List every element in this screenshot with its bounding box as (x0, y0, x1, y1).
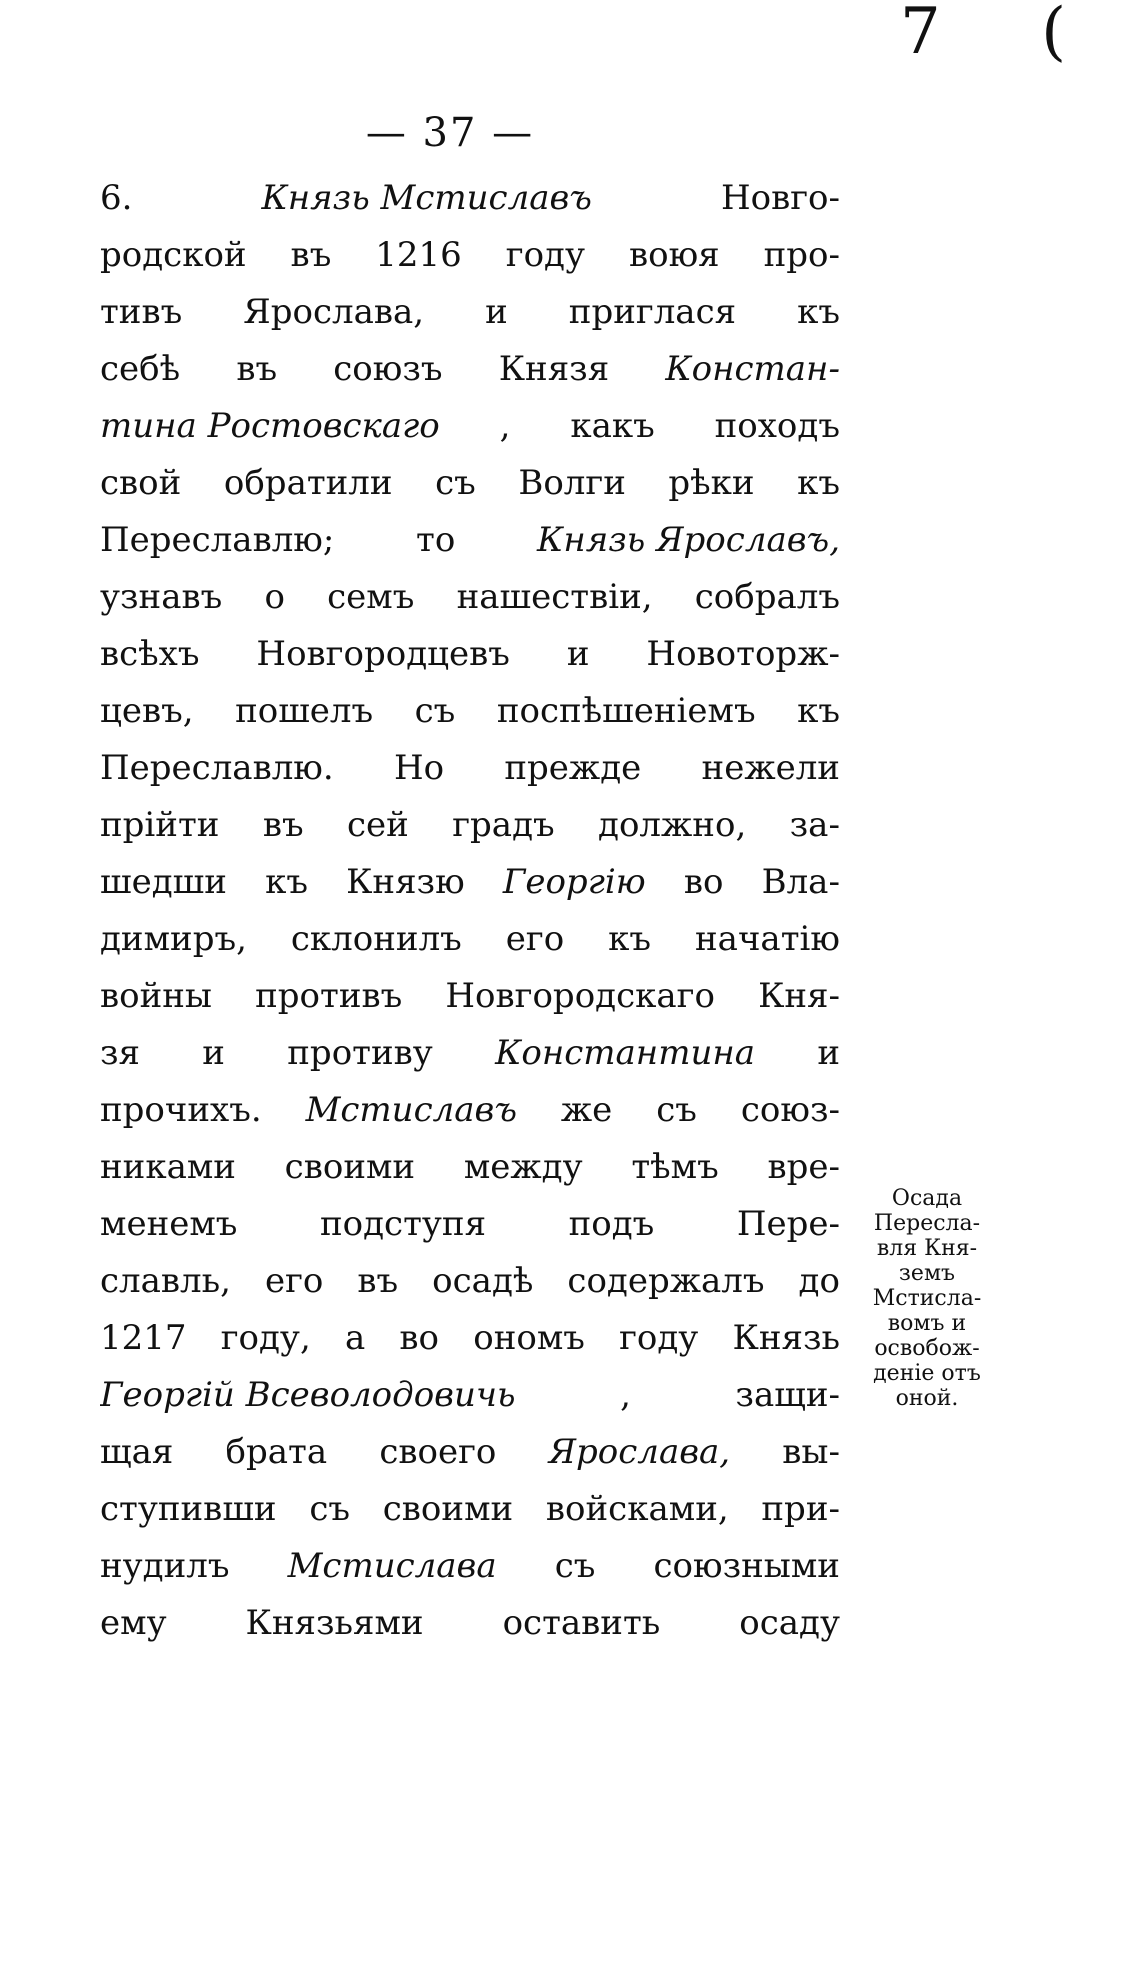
word: же (560, 1090, 613, 1130)
word: его (505, 919, 565, 959)
word: къ (608, 919, 652, 959)
word: рѣки (668, 463, 755, 503)
word: съ (656, 1090, 697, 1130)
word: пошелъ (235, 691, 374, 731)
word: Переславлю. (100, 748, 334, 788)
word: къ (265, 862, 308, 902)
word: шедши (100, 862, 227, 902)
word: никами (100, 1147, 236, 1187)
text-line (100, 284, 840, 341)
margin-note-line: вля Кня- (876, 1236, 978, 1261)
corner-marks: 7 ( (900, 0, 1107, 69)
word: ступивши (100, 1489, 277, 1529)
word: въ (357, 1261, 399, 1301)
word: обратили (223, 463, 393, 503)
word: прійти (100, 805, 220, 845)
text-line (100, 740, 840, 797)
word: Князь Ярославъ, (537, 520, 840, 560)
word: поспѣшеніемъ (496, 691, 756, 731)
word: Князю (346, 862, 465, 902)
word: своими (382, 1489, 514, 1529)
margin-note (852, 1186, 1002, 1411)
margin-note-line: оной. (895, 1386, 959, 1411)
word: цевъ, (100, 691, 194, 731)
word: между (463, 1147, 583, 1187)
word: къ (797, 463, 840, 503)
word: осаду (739, 1603, 840, 1643)
word: начатію (695, 919, 840, 959)
word: Георгію (502, 862, 646, 902)
word: приглася (568, 292, 737, 332)
text-line (100, 1025, 840, 1082)
word: во (683, 862, 724, 902)
word: въ (236, 349, 278, 389)
text-line (100, 1139, 840, 1196)
word: Волги (518, 463, 626, 503)
text-line (100, 854, 840, 911)
word: своего (379, 1432, 497, 1472)
text-line (100, 512, 840, 569)
word: и (566, 634, 590, 674)
word: Князьями (245, 1603, 424, 1643)
word: Князя (498, 349, 610, 389)
word: тина Ростовскаго (100, 406, 440, 446)
word: съ (414, 691, 456, 731)
word: градъ (452, 805, 555, 845)
word: году, (220, 1318, 311, 1358)
word: прежде (504, 748, 642, 788)
word: нудилъ (100, 1546, 230, 1586)
word: и (817, 1033, 840, 1073)
word: году (619, 1318, 699, 1358)
text-line (100, 341, 840, 398)
word: менемъ (100, 1204, 238, 1244)
word: къ (797, 691, 840, 731)
word: къ (797, 292, 840, 332)
word: свой (100, 463, 182, 503)
text-line (100, 569, 840, 626)
word: своими (284, 1147, 416, 1187)
word: собралъ (694, 577, 840, 617)
text-line (100, 227, 840, 284)
text-line (100, 1424, 840, 1481)
text-line (100, 1196, 840, 1253)
word: , (620, 1375, 631, 1415)
word: союз- (740, 1090, 840, 1130)
page-number: — 37 — (365, 110, 535, 156)
word: союзъ (333, 349, 443, 389)
word: зя (100, 1033, 140, 1073)
word: 1216 (375, 235, 462, 275)
word: подъ (568, 1204, 655, 1244)
word: Но (393, 748, 445, 788)
word: тѣмъ (631, 1147, 719, 1187)
word: Переславлю; (100, 520, 335, 560)
word: склонилъ (290, 919, 462, 959)
word: Новгородцевъ (256, 634, 510, 674)
margin-note-line: Осада (891, 1186, 963, 1211)
word: во (399, 1318, 440, 1358)
word: Новгородскаго (445, 976, 715, 1016)
word: 1217 (100, 1318, 187, 1358)
word: , (499, 406, 511, 446)
word: а (344, 1318, 366, 1358)
word: Констан- (665, 349, 840, 389)
text-line (100, 455, 840, 512)
margin-note-line: Пересла- (873, 1211, 981, 1236)
word: при- (761, 1489, 840, 1529)
text-line (100, 1595, 840, 1652)
text-line (100, 1253, 840, 1310)
word: Ярослава, (243, 292, 425, 332)
word: Константина (495, 1033, 756, 1073)
word: Пере- (736, 1204, 840, 1244)
word: нашествіи, (456, 577, 653, 617)
word: тивъ (100, 292, 183, 332)
word: брата (225, 1432, 328, 1472)
word: славль, (100, 1261, 231, 1301)
word: семъ (327, 577, 415, 617)
text-line (100, 797, 840, 854)
word: и (202, 1033, 225, 1073)
word: какъ (570, 406, 655, 446)
word: Мстислава (287, 1546, 497, 1586)
word: должно, (598, 805, 747, 845)
word: Князь (732, 1318, 840, 1358)
word: до (798, 1261, 840, 1301)
text-line (100, 170, 840, 227)
margin-note-line: Мстисла- (872, 1286, 982, 1311)
word: противу (287, 1033, 433, 1073)
text-line (100, 1538, 840, 1595)
word: узнавъ (100, 577, 223, 617)
word: родской (100, 235, 247, 275)
word: походъ (714, 406, 840, 446)
word: 6. (100, 178, 133, 218)
word: съ (309, 1489, 351, 1529)
word: Новго- (720, 178, 840, 218)
word: Мстиславъ (305, 1090, 517, 1130)
word: за- (789, 805, 840, 845)
word: подступя (319, 1204, 487, 1244)
word: его (264, 1261, 324, 1301)
word: нежели (701, 748, 840, 788)
text-line (100, 626, 840, 683)
margin-note-line: земъ (898, 1261, 956, 1286)
word: съ (435, 463, 476, 503)
word: сей (347, 805, 409, 845)
text-line (100, 1310, 840, 1367)
word: оставить (502, 1603, 661, 1643)
word: о (264, 577, 285, 617)
word: ему (100, 1603, 167, 1643)
word: содержалъ (567, 1261, 765, 1301)
text-line (100, 683, 840, 740)
text-line (100, 911, 840, 968)
word: вы- (782, 1432, 840, 1472)
word: осадѣ (432, 1261, 534, 1301)
margin-note-line: освобож- (874, 1336, 980, 1361)
margin-note-line: вомъ и (887, 1311, 967, 1336)
word: Князь Мстиславъ (261, 178, 592, 218)
word: ономъ (473, 1318, 585, 1358)
word: году (505, 235, 585, 275)
text-line (100, 398, 840, 455)
word: и (485, 292, 508, 332)
word: въ (262, 805, 304, 845)
word: щая (100, 1432, 174, 1472)
word: войсками, (545, 1489, 729, 1529)
word: Вла- (761, 862, 840, 902)
word: Кня- (758, 976, 840, 1016)
word: всѣхъ (100, 634, 200, 674)
word: про- (763, 235, 840, 275)
word: войны (100, 976, 212, 1016)
word: союзными (653, 1546, 840, 1586)
body-text (100, 170, 840, 1652)
text-line (100, 968, 840, 1025)
word: противъ (255, 976, 403, 1016)
word: защи- (735, 1375, 840, 1415)
word: Георгій Всеволодовичь (100, 1375, 516, 1415)
word: то (416, 520, 456, 560)
text-line (100, 1481, 840, 1538)
word: Новоторж- (646, 634, 840, 674)
word: съ (554, 1546, 596, 1586)
word: воюя (628, 235, 720, 275)
text-line (100, 1082, 840, 1139)
word: себѣ (100, 349, 181, 389)
word: Ярослава, (548, 1432, 731, 1472)
margin-note-line: деніе отъ (873, 1361, 981, 1386)
text-line (100, 1367, 840, 1424)
word: прочихъ. (100, 1090, 262, 1130)
word: димиръ, (100, 919, 247, 959)
word: вре- (767, 1147, 840, 1187)
word: въ (290, 235, 332, 275)
